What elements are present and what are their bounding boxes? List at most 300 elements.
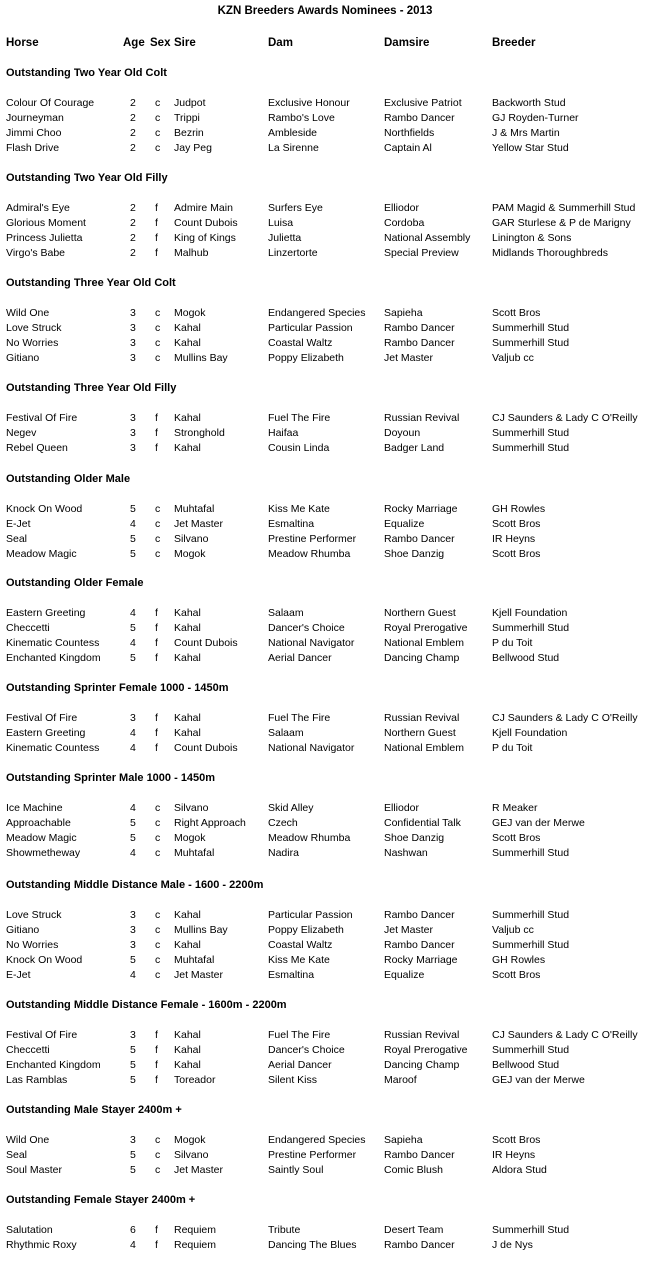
nominee-row [0, 321, 650, 336]
age-cell: 5 [130, 503, 136, 515]
age-cell: 5 [130, 954, 136, 966]
dam-cell: Dancing The Blues [268, 1239, 357, 1251]
dam-cell: Ambleside [268, 127, 318, 139]
damsire-cell: Rambo Dancer [384, 322, 455, 334]
nominee-row [0, 1238, 650, 1253]
sex-cell: c [155, 924, 161, 936]
breeder-cell: GH Rowles [492, 503, 546, 515]
column-header-breeder: Breeder [492, 37, 536, 49]
sire-cell: Silvano [174, 1149, 209, 1161]
sex-cell: c [155, 1164, 161, 1176]
dam-cell: La Sirenne [268, 142, 319, 154]
sex-cell: f [155, 1239, 158, 1251]
dam-cell: Skid Alley [268, 802, 314, 814]
breeder-cell: Scott Bros [492, 969, 541, 981]
damsire-cell: Maroof [384, 1074, 417, 1086]
dam-cell: Poppy Elizabeth [268, 924, 344, 936]
nominee-row [0, 126, 650, 141]
dam-cell: National Navigator [268, 742, 355, 754]
age-cell: 2 [130, 127, 136, 139]
nominee-row [0, 1163, 650, 1178]
age-cell: 2 [130, 97, 136, 109]
nominee-row [0, 801, 650, 816]
damsire-cell: Rambo Dancer [384, 939, 455, 951]
column-header-dam: Dam [268, 37, 293, 49]
nominee-row [0, 201, 650, 216]
age-cell: 2 [130, 247, 136, 259]
sex-cell: c [155, 127, 161, 139]
column-header-horse: Horse [6, 37, 39, 49]
sire-cell: Kahal [174, 652, 201, 664]
sex-cell: f [155, 607, 158, 619]
horse-cell: Knock On Wood [6, 954, 83, 966]
dam-cell: Dancer's Choice [268, 1044, 345, 1056]
sire-cell: Malhub [174, 247, 209, 259]
horse-cell: Meadow Magic [6, 832, 77, 844]
horse-cell: Colour Of Courage [6, 97, 95, 109]
sire-cell: Mullins Bay [174, 352, 228, 364]
breeder-cell: Bellwood Stud [492, 652, 560, 664]
age-cell: 4 [130, 518, 136, 530]
horse-cell: Gitiano [6, 924, 40, 936]
sire-cell: Kahal [174, 322, 201, 334]
breeder-cell: P du Toit [492, 637, 533, 649]
sire-cell: Kahal [174, 939, 201, 951]
dam-cell: Fuel The Fire [268, 712, 331, 724]
sire-cell: Silvano [174, 802, 209, 814]
nominee-row [0, 306, 650, 321]
dam-cell: Kiss Me Kate [268, 503, 330, 515]
column-header-damsire: Damsire [384, 37, 430, 49]
sex-cell: f [155, 247, 158, 259]
horse-cell: Approachable [6, 817, 71, 829]
nominee-row [0, 726, 650, 741]
horse-cell: Love Struck [6, 909, 62, 921]
breeder-cell: Scott Bros [492, 518, 541, 530]
age-cell: 3 [130, 1029, 136, 1041]
nominee-row [0, 246, 650, 261]
dam-cell: Meadow Rhumba [268, 548, 351, 560]
sire-cell: Kahal [174, 712, 201, 724]
horse-cell: No Worries [6, 337, 59, 349]
horse-cell: Soul Master [6, 1164, 63, 1176]
column-header-age: Age [123, 37, 145, 49]
horse-cell: Wild One [6, 307, 50, 319]
nominee-row [0, 816, 650, 831]
breeder-cell: IR Heyns [492, 1149, 536, 1161]
horse-cell: Seal [6, 533, 28, 545]
damsire-cell: Rambo Dancer [384, 1239, 455, 1251]
sire-cell: Jet Master [174, 969, 224, 981]
damsire-cell: Russian Revival [384, 712, 460, 724]
dam-cell: Fuel The Fire [268, 412, 331, 424]
damsire-cell: Confidential Talk [384, 817, 461, 829]
sire-cell: Requiem [174, 1224, 217, 1236]
dam-cell: Salaam [268, 607, 304, 619]
nominee-row [0, 1133, 650, 1148]
age-cell: 4 [130, 742, 136, 754]
breeder-cell: Linington & Sons [492, 232, 572, 244]
sire-cell: Trippi [174, 112, 200, 124]
section-title: Outstanding Two Year Old Filly [6, 172, 168, 184]
nominee-row [0, 636, 650, 651]
nominee-row [0, 846, 650, 861]
sex-cell: f [155, 232, 158, 244]
damsire-cell: Doyoun [384, 427, 421, 439]
dam-cell: Esmaltina [268, 518, 315, 530]
sex-cell: c [155, 307, 161, 319]
dam-cell: Coastal Waltz [268, 939, 333, 951]
nominee-row [0, 96, 650, 111]
horse-cell: Festival Of Fire [6, 712, 78, 724]
sex-cell: c [155, 939, 161, 951]
breeder-cell: J de Nys [492, 1239, 533, 1251]
damsire-cell: Dancing Champ [384, 652, 460, 664]
nominee-row [0, 923, 650, 938]
age-cell: 5 [130, 817, 136, 829]
breeder-cell: Kjell Foundation [492, 727, 568, 739]
horse-cell: Admiral's Eye [6, 202, 70, 214]
breeder-cell: Summerhill Stud [492, 909, 570, 921]
breeder-cell: Backworth Stud [492, 97, 566, 109]
sex-cell: f [155, 1224, 158, 1236]
sire-cell: Count Dubois [174, 217, 238, 229]
sex-cell: f [155, 637, 158, 649]
sex-cell: f [155, 1029, 158, 1041]
damsire-cell: Badger Land [384, 442, 445, 454]
sire-cell: Kahal [174, 337, 201, 349]
sex-cell: f [155, 727, 158, 739]
breeder-cell: Summerhill Stud [492, 427, 570, 439]
horse-cell: Flash Drive [6, 142, 60, 154]
dam-cell: Fuel The Fire [268, 1029, 331, 1041]
dam-cell: Cousin Linda [268, 442, 330, 454]
damsire-cell: Northern Guest [384, 727, 456, 739]
section-title: Outstanding Sprinter Female 1000 - 1450m [6, 682, 229, 694]
age-cell: 2 [130, 217, 136, 229]
sire-cell: Judpot [174, 97, 206, 109]
damsire-cell: Northfields [384, 127, 435, 139]
breeder-cell: GJ Royden-Turner [492, 112, 579, 124]
dam-cell: Tribute [268, 1224, 301, 1236]
dam-cell: Kiss Me Kate [268, 954, 330, 966]
sire-cell: Jet Master [174, 1164, 224, 1176]
sex-cell: c [155, 832, 161, 844]
sex-cell: c [155, 548, 161, 560]
breeder-cell: GH Rowles [492, 954, 546, 966]
sex-cell: c [155, 97, 161, 109]
dam-cell: Exclusive Honour [268, 97, 350, 109]
horse-cell: Kinematic Countess [6, 742, 100, 754]
nominee-row [0, 1223, 650, 1238]
age-cell: 5 [130, 533, 136, 545]
dam-cell: Prestine Performer [268, 533, 357, 545]
horse-cell: Checcetti [6, 622, 50, 634]
dam-cell: Linzertorte [268, 247, 318, 259]
age-cell: 4 [130, 1239, 136, 1251]
damsire-cell: Rambo Dancer [384, 112, 455, 124]
breeder-cell: Bellwood Stud [492, 1059, 560, 1071]
sex-cell: c [155, 817, 161, 829]
dam-cell: Salaam [268, 727, 304, 739]
horse-cell: Glorious Moment [6, 217, 86, 229]
sire-cell: Mogok [174, 832, 206, 844]
sire-cell: Mogok [174, 307, 206, 319]
sire-cell: King of Kings [174, 232, 236, 244]
sex-cell: c [155, 322, 161, 334]
nominee-row [0, 532, 650, 547]
dam-cell: Endangered Species [268, 1134, 366, 1146]
damsire-cell: National Assembly [384, 232, 471, 244]
breeder-cell: Scott Bros [492, 548, 541, 560]
breeder-cell: Summerhill Stud [492, 1224, 570, 1236]
damsire-cell: Captain Al [384, 142, 432, 154]
damsire-cell: Sapieha [384, 307, 423, 319]
dam-cell: Silent Kiss [268, 1074, 318, 1086]
section-title: Outstanding Female Stayer 2400m + [6, 1194, 196, 1206]
damsire-cell: Equalize [384, 518, 425, 530]
breeder-cell: Valjub cc [492, 352, 534, 364]
damsire-cell: Northern Guest [384, 607, 456, 619]
sex-cell: f [155, 1059, 158, 1071]
age-cell: 4 [130, 727, 136, 739]
horse-cell: Festival Of Fire [6, 1029, 78, 1041]
dam-cell: Particular Passion [268, 322, 353, 334]
damsire-cell: Shoe Danzig [384, 548, 445, 560]
age-cell: 5 [130, 652, 136, 664]
breeder-cell: Yellow Star Stud [492, 142, 569, 154]
sex-cell: c [155, 142, 161, 154]
dam-cell: Aerial Dancer [268, 652, 332, 664]
nominee-row [0, 621, 650, 636]
sire-cell: Mogok [174, 548, 206, 560]
breeder-cell: Summerhill Stud [492, 337, 570, 349]
section-title: Outstanding Male Stayer 2400m + [6, 1104, 182, 1116]
nominee-row [0, 231, 650, 246]
damsire-cell: Rambo Dancer [384, 909, 455, 921]
breeder-cell: CJ Saunders & Lady C O'Reilly [492, 1029, 638, 1041]
damsire-cell: Russian Revival [384, 1029, 460, 1041]
sex-cell: f [155, 1074, 158, 1086]
nominee-row [0, 651, 650, 666]
dam-cell: Esmaltina [268, 969, 315, 981]
dam-cell: Prestine Performer [268, 1149, 357, 1161]
breeder-cell: Summerhill Stud [492, 847, 570, 859]
age-cell: 5 [130, 1059, 136, 1071]
damsire-cell: Desert Team [384, 1224, 444, 1236]
dam-cell: National Navigator [268, 637, 355, 649]
nominee-row [0, 711, 650, 726]
dam-cell: Particular Passion [268, 909, 353, 921]
horse-cell: Gitiano [6, 352, 40, 364]
age-cell: 4 [130, 607, 136, 619]
age-cell: 5 [130, 1074, 136, 1086]
sire-cell: Muhtafal [174, 503, 215, 515]
breeder-cell: GEJ van der Merwe [492, 1074, 585, 1086]
sire-cell: Jet Master [174, 518, 224, 530]
nominee-row [0, 502, 650, 517]
breeder-cell: Summerhill Stud [492, 442, 570, 454]
dam-cell: Meadow Rhumba [268, 832, 351, 844]
damsire-cell: Cordoba [384, 217, 425, 229]
horse-cell: Love Struck [6, 322, 62, 334]
section-title: Outstanding Three Year Old Filly [6, 382, 177, 394]
breeder-cell: Summerhill Stud [492, 322, 570, 334]
sire-cell: Admire Main [174, 202, 233, 214]
section-title: Outstanding Older Female [6, 577, 144, 589]
column-header-sex: Sex [150, 37, 171, 49]
age-cell: 2 [130, 142, 136, 154]
age-cell: 3 [130, 924, 136, 936]
damsire-cell: Rambo Dancer [384, 533, 455, 545]
dam-cell: Czech [268, 817, 298, 829]
age-cell: 5 [130, 1149, 136, 1161]
breeder-cell: Summerhill Stud [492, 1044, 570, 1056]
nominee-row [0, 411, 650, 426]
dam-cell: Saintly Soul [268, 1164, 324, 1176]
breeder-cell: R Meaker [492, 802, 538, 814]
age-cell: 5 [130, 622, 136, 634]
dam-cell: Surfers Eye [268, 202, 323, 214]
age-cell: 4 [130, 637, 136, 649]
sire-cell: Kahal [174, 412, 201, 424]
nominee-row [0, 441, 650, 456]
age-cell: 3 [130, 442, 136, 454]
horse-cell: Seal [6, 1149, 28, 1161]
sex-cell: f [155, 202, 158, 214]
breeder-cell: Kjell Foundation [492, 607, 568, 619]
breeder-cell: PAM Magid & Summerhill Stud [492, 202, 636, 214]
sex-cell: c [155, 503, 161, 515]
breeder-cell: GAR Sturlese & P de Marigny [492, 217, 631, 229]
dam-cell: Aerial Dancer [268, 1059, 332, 1071]
breeder-cell: Midlands Thoroughbreds [492, 247, 608, 259]
sire-cell: Jay Peg [174, 142, 212, 154]
damsire-cell: Royal Prerogative [384, 1044, 468, 1056]
breeder-cell: P du Toit [492, 742, 533, 754]
sex-cell: c [155, 909, 161, 921]
age-cell: 2 [130, 202, 136, 214]
sire-cell: Mullins Bay [174, 924, 228, 936]
breeder-cell: Summerhill Stud [492, 939, 570, 951]
breeder-cell: Scott Bros [492, 832, 541, 844]
age-cell: 6 [130, 1224, 136, 1236]
section-title: Outstanding Three Year Old Colt [6, 277, 176, 289]
horse-cell: Eastern Greeting [6, 607, 86, 619]
column-header-sire: Sire [174, 37, 196, 49]
damsire-cell: Comic Blush [384, 1164, 443, 1176]
sire-cell: Muhtafal [174, 847, 215, 859]
age-cell: 2 [130, 112, 136, 124]
age-cell: 4 [130, 969, 136, 981]
breeder-cell: CJ Saunders & Lady C O'Reilly [492, 712, 638, 724]
nominee-row [0, 831, 650, 846]
horse-cell: Showmetheway [6, 847, 81, 859]
age-cell: 3 [130, 712, 136, 724]
dam-cell: Endangered Species [268, 307, 366, 319]
damsire-cell: National Emblem [384, 637, 464, 649]
damsire-cell: Jet Master [384, 924, 434, 936]
breeder-cell: Aldora Stud [492, 1164, 547, 1176]
sire-cell: Count Dubois [174, 637, 238, 649]
horse-cell: Eastern Greeting [6, 727, 86, 739]
dam-cell: Nadira [268, 847, 299, 859]
dam-cell: Rambo's Love [268, 112, 335, 124]
horse-cell: E-Jet [6, 969, 31, 981]
sire-cell: Muhtafal [174, 954, 215, 966]
section-title: Outstanding Middle Distance Female - 1600m - 2200m [6, 999, 287, 1011]
damsire-cell: Rocky Marriage [384, 954, 458, 966]
horse-cell: Enchanted Kingdom [6, 1059, 101, 1071]
sex-cell: c [155, 954, 161, 966]
nominee-row [0, 216, 650, 231]
horse-cell: Meadow Magic [6, 548, 77, 560]
nominee-row [0, 1058, 650, 1073]
sex-cell: c [155, 1134, 161, 1146]
dam-cell: Dancer's Choice [268, 622, 345, 634]
age-cell: 3 [130, 412, 136, 424]
nominee-row [0, 953, 650, 968]
breeder-cell: Scott Bros [492, 1134, 541, 1146]
nominee-row [0, 1043, 650, 1058]
dam-cell: Julietta [268, 232, 302, 244]
horse-cell: E-Jet [6, 518, 31, 530]
sex-cell: f [155, 1044, 158, 1056]
damsire-cell: Nashwan [384, 847, 428, 859]
nominee-row [0, 938, 650, 953]
age-cell: 5 [130, 1044, 136, 1056]
document-title: KZN Breeders Awards Nominees - 2013 [217, 5, 433, 17]
horse-cell: Checcetti [6, 1044, 50, 1056]
nominee-row [0, 141, 650, 156]
section-title: Outstanding Older Male [6, 473, 131, 485]
sex-cell: f [155, 742, 158, 754]
damsire-cell: Exclusive Patriot [384, 97, 462, 109]
nominee-row [0, 351, 650, 366]
damsire-cell: Royal Prerogative [384, 622, 468, 634]
sex-cell: c [155, 802, 161, 814]
section-title: Outstanding Two Year Old Colt [6, 67, 167, 79]
horse-cell: No Worries [6, 939, 59, 951]
dam-cell: Haifaa [268, 427, 299, 439]
breeder-cell: IR Heyns [492, 533, 536, 545]
damsire-cell: Elliodor [384, 202, 420, 214]
nominee-row [0, 908, 650, 923]
nominee-row [0, 547, 650, 562]
damsire-cell: Shoe Danzig [384, 832, 445, 844]
damsire-cell: Dancing Champ [384, 1059, 460, 1071]
breeder-cell: GEJ van der Merwe [492, 817, 585, 829]
nominee-row [0, 426, 650, 441]
damsire-cell: National Emblem [384, 742, 464, 754]
sex-cell: c [155, 1149, 161, 1161]
age-cell: 3 [130, 939, 136, 951]
sire-cell: Kahal [174, 1059, 201, 1071]
damsire-cell: Rambo Dancer [384, 337, 455, 349]
sex-cell: f [155, 712, 158, 724]
damsire-cell: Rocky Marriage [384, 503, 458, 515]
sex-cell: c [155, 533, 161, 545]
sire-cell: Mogok [174, 1134, 206, 1146]
sex-cell: f [155, 622, 158, 634]
horse-cell: Princess Julietta [6, 232, 83, 244]
horse-cell: Rebel Queen [6, 442, 68, 454]
horse-cell: Wild One [6, 1134, 50, 1146]
nominee-row [0, 517, 650, 532]
age-cell: 3 [130, 427, 136, 439]
sire-cell: Kahal [174, 622, 201, 634]
dam-cell: Luisa [268, 217, 294, 229]
